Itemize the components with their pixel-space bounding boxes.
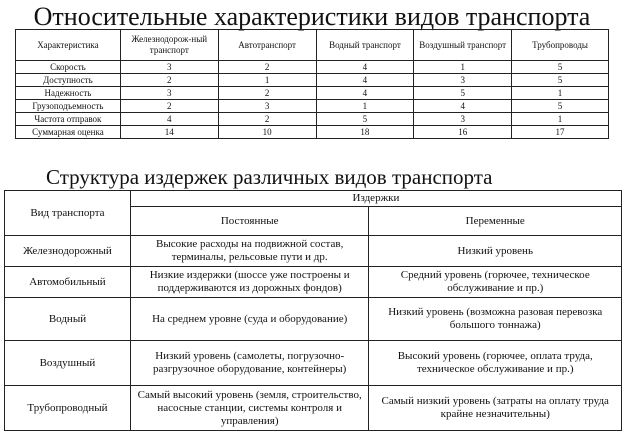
title-cost-structure: Структура издержек различных видов транспорта [46, 165, 493, 189]
table-cell: 4 [414, 100, 512, 113]
header-variable-costs: Переменные [369, 207, 622, 236]
table-header-row [16, 30, 609, 61]
table-row [5, 236, 622, 267]
fixed-costs-cell: Низкие издержки (шоссе уже построены и поддерживаются из дорожных фондов) [130, 267, 369, 298]
column-header: Характеристика [16, 30, 121, 61]
table-cell: 2 [218, 87, 316, 100]
table-cell: 4 [316, 61, 414, 74]
table-cell: 5 [316, 113, 414, 126]
column-header: Водный транспорт [316, 30, 414, 61]
table-cell: 4 [316, 74, 414, 87]
transport-mode: Воздушный [5, 341, 131, 386]
table-cell: 2 [120, 100, 218, 113]
table-cell: 1 [218, 74, 316, 87]
table-row [5, 267, 622, 298]
table-cell: 5 [414, 87, 512, 100]
table-cell: 5 [512, 61, 609, 74]
table-cell: 1 [316, 100, 414, 113]
table-cell: 14 [120, 126, 218, 139]
transport-mode: Трубопроводный [5, 386, 131, 431]
table-row [16, 74, 609, 87]
table-cell: 18 [316, 126, 414, 139]
column-header: Железнодорож-ный транспорт [120, 30, 218, 61]
fixed-costs-cell: Низкий уровень (самолеты, погрузочно-разгрузочное оборудование, контейнеры) [130, 341, 369, 386]
row-label: Скорость [16, 61, 121, 74]
table-cell: 5 [512, 100, 609, 113]
table-cell: 10 [218, 126, 316, 139]
cost-structure-table [4, 190, 622, 431]
table-row [16, 61, 609, 74]
table-cell: 3 [120, 87, 218, 100]
table-cell: 1 [512, 113, 609, 126]
row-label: Суммарная оценка [16, 126, 121, 139]
table-row [16, 126, 609, 139]
variable-costs-cell: Высокий уровень (горючее, оплата труда, техническое обслуживание и пр.) [369, 341, 622, 386]
header-transport-mode: Вид транспорта [5, 191, 131, 236]
table-cell: 1 [414, 61, 512, 74]
table-cell: 4 [316, 87, 414, 100]
characteristics-table [15, 29, 609, 139]
header-costs: Издержки [130, 191, 621, 207]
header-fixed-costs: Постоянные [130, 207, 369, 236]
variable-costs-cell: Средний уровень (горючее, техническое обслуживание и пр.) [369, 267, 622, 298]
table-cell: 17 [512, 126, 609, 139]
variable-costs-cell: Самый низкий уровень (затраты на оплату труда крайне незначительны) [369, 386, 622, 431]
table-cell: 3 [120, 61, 218, 74]
transport-mode: Железнодорожный [5, 236, 131, 267]
title-relative-characteristics: Относительные характеристики видов транспорта [33, 2, 591, 31]
row-label: Надежность [16, 87, 121, 100]
variable-costs-cell: Низкий уровень [369, 236, 622, 267]
column-header: Воздушный транспорт [414, 30, 512, 61]
table-cell: 16 [414, 126, 512, 139]
table-cell: 2 [218, 113, 316, 126]
fixed-costs-cell: На среднем уровне (суда и оборудование) [130, 298, 369, 341]
fixed-costs-cell: Самый высокий уровень (земля, строительство, насосные станции, системы контроля и управления) [130, 386, 369, 431]
fixed-costs-cell: Высокие расходы на подвижной состав, терминалы, рельсовые пути и др. [130, 236, 369, 267]
table-cell: 3 [414, 113, 512, 126]
column-header: Трубопроводы [512, 30, 609, 61]
transport-mode: Водный [5, 298, 131, 341]
table-cell: 2 [120, 74, 218, 87]
table-row [5, 341, 622, 386]
row-label: Доступность [16, 74, 121, 87]
table-cell: 3 [218, 100, 316, 113]
table-row [5, 298, 622, 341]
table-row [16, 113, 609, 126]
table-row [16, 100, 609, 113]
table-cell: 3 [414, 74, 512, 87]
table-cell: 2 [218, 61, 316, 74]
row-label: Грузоподъемность [16, 100, 121, 113]
table-cell: 5 [512, 74, 609, 87]
transport-mode: Автомобильный [5, 267, 131, 298]
table-row [5, 386, 622, 431]
table-cell: 1 [512, 87, 609, 100]
column-header: Автотранспорт [218, 30, 316, 61]
table-row [16, 87, 609, 100]
variable-costs-cell: Низкий уровень (возможна разовая перевозка большого тоннажа) [369, 298, 622, 341]
row-label: Частота отправок [16, 113, 121, 126]
table-cell: 4 [120, 113, 218, 126]
